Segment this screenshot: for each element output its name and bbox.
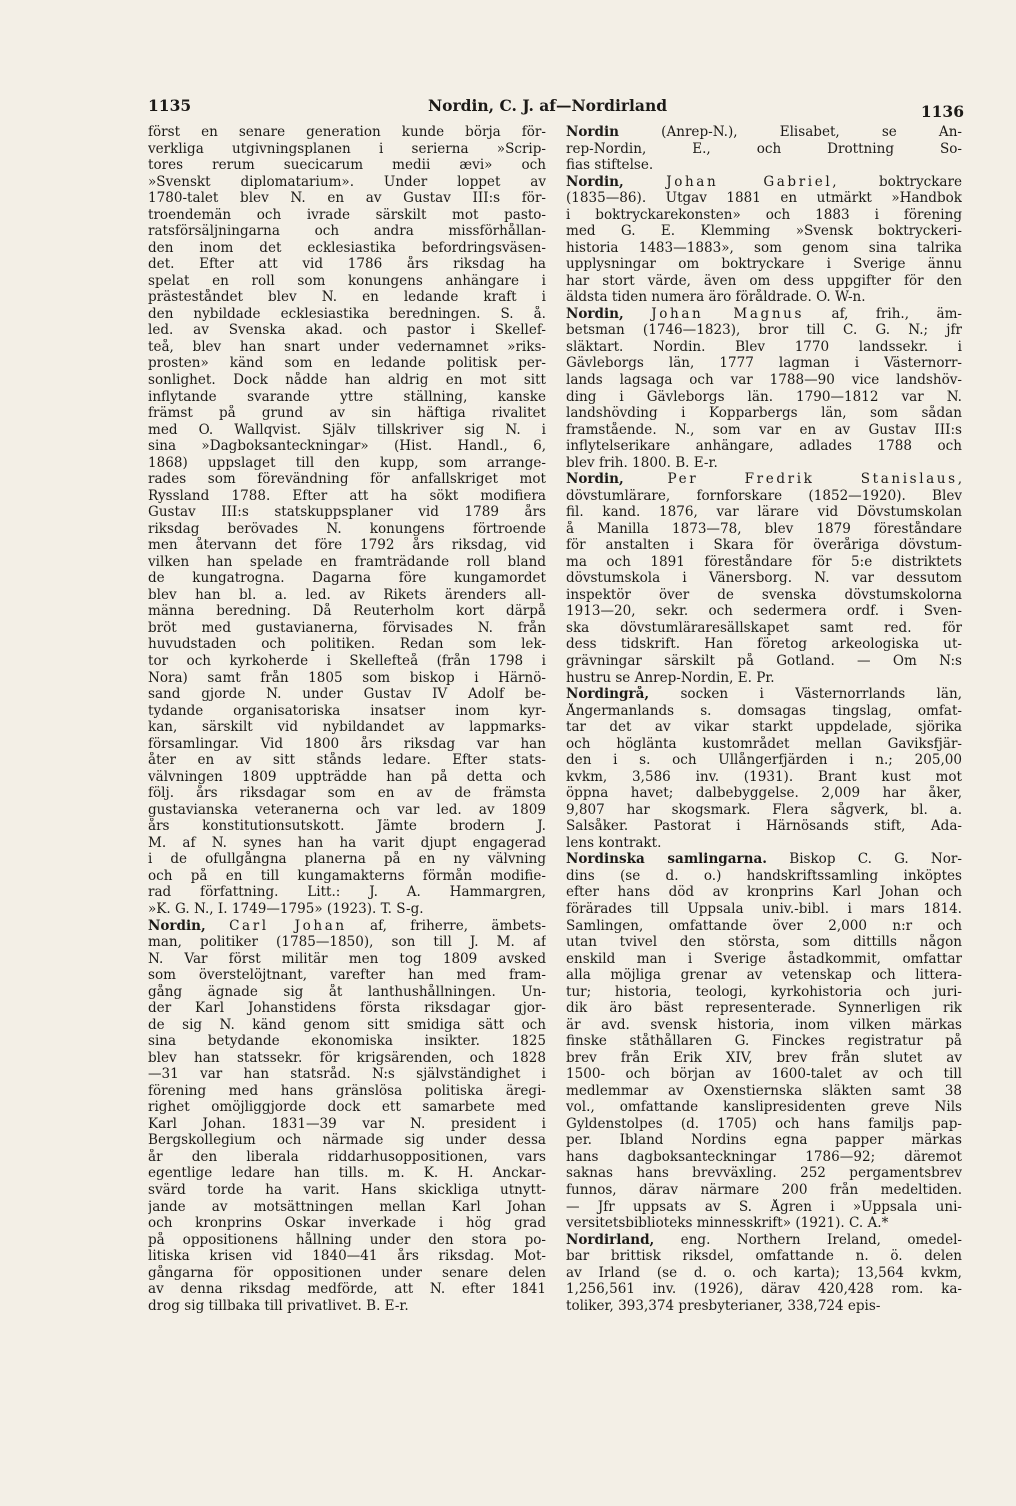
text-line: är avd. svensk historia, inom vilken märkas — [566, 1016, 962, 1033]
text-line: och på en till kungamakterns förmån modifie- — [148, 867, 546, 884]
entry-headword: Nordin, — [566, 305, 624, 322]
text-line: saknas hans brevväxling. 252 pergamentsbrev — [566, 1165, 962, 1182]
text-line: sonlighet. Dock nådde han aldrig en mot sitt — [148, 371, 546, 388]
text-line: der Karl Johanstidens första riksdagar gjor- — [148, 1000, 546, 1017]
text-line: utan tvivel den största, som dittills någon — [566, 934, 962, 951]
spaced-name: Johan Magnus — [651, 305, 805, 322]
text-line: har stort värde, även om dess uppgifter för den — [566, 272, 962, 289]
text-line: följ. års riksdagar som en av de främsta — [148, 785, 546, 802]
text-line: dik äro bäst representerade. Synnerligen rik — [566, 1000, 962, 1017]
text-line: på oppositionens hållning under den stora po- — [148, 1231, 546, 1248]
text-line: tydande organisatoriska insatser inom kyr- — [148, 702, 546, 719]
text-line: Bergskollegium och närmade sig under dessa — [148, 1132, 546, 1149]
text-line: svärd torde ha varit. Hans skickliga utnytt- — [148, 1182, 546, 1198]
text-line: inspektör över de svenska dövstumskolorna — [566, 586, 962, 603]
text-line: man, politiker (1785—1850), son till J. M. af — [148, 934, 546, 951]
text-line: gustavianska veteranerna och var led. av 1809 — [148, 801, 546, 818]
text-line: rep-Nordin, E., och Drottning So- — [566, 140, 962, 157]
text-line: 1,256,561 inv. (1926), därav 420,428 rom. ka- — [566, 1281, 962, 1298]
entry-headword: Nordirland, — [566, 1231, 655, 1248]
text-line: inflytande svarande yttre ställning, kanske — [148, 388, 546, 405]
text-line: års konstitutionsutskott. Jämte brodern J. — [148, 818, 546, 835]
text-line: Nordin, Per Fredrik Stanislaus, — [566, 471, 962, 488]
text-line: kvkm, 3,586 inv. (1931). Brant kust mot — [566, 768, 962, 785]
left-column — [148, 124, 546, 1314]
text-line: och höglänta kustområdet mellan Gaviksfjär- — [566, 735, 962, 752]
text-line: åter en av sitt stånds ledare. Efter stats- — [148, 752, 546, 769]
text-line: gång ägnade sig åt lanthushållningen. Un- — [148, 983, 546, 1000]
text-line: blev han bl. a. led. av Rikets ärenders all- — [148, 586, 546, 603]
right-column — [566, 124, 962, 1314]
text-line: öppna havet; dalbebyggelse. 2,009 har åker, — [566, 785, 962, 802]
spaced-name: Per Fredrik Stanislaus — [667, 471, 958, 488]
text-line: släktart. Nordin. Blev 1770 landssekr. i — [566, 338, 962, 355]
entry-headword: Nordin, — [148, 917, 206, 934]
text-line: i boktryckarekonsten» och 1883 i förening — [566, 206, 962, 223]
text-line: den i s. och Ullångerfjärden i n.; 205,00 — [566, 752, 962, 769]
left-page-number: 1135 — [148, 96, 192, 115]
text-line: sina betydande ekonomiska insikter. 1825 — [148, 1033, 546, 1050]
text-line: äldsta tiden numera äro föråldrade. O. W-n. — [566, 289, 866, 306]
text-line: Gustav III:s statskuppsplaner vid 1789 års — [148, 504, 546, 521]
text-line: lens kontrakt. — [566, 834, 662, 851]
text-line: lands lagsaga och var 1788—90 vice landshöv- — [566, 371, 962, 388]
text-line: med O. Wallqvist. Själv tillskriver sig N. i — [148, 421, 546, 438]
text-line: verkliga utgivningsplanen i serierna »Scrip- — [148, 140, 546, 157]
text-line: righet omöjliggjorde dock ett samarbete med — [148, 1099, 546, 1116]
text-line: 1500- och början av 1600-talet av och till — [566, 1066, 962, 1083]
text-line: Nora) samt från 1805 som biskop i Härnö- — [148, 669, 546, 686]
text-line: Ryssland 1788. Efter att ha sökt modifiera — [148, 487, 546, 504]
text-line: dövstumlärare, fornforskare (1852—1920). Blev — [566, 487, 962, 504]
text-line: funnos, därav närmare 200 från medeltiden. — [566, 1182, 962, 1198]
text-line: blev frih. 1800. B. E-r. — [566, 454, 718, 471]
text-line: främst på grund av sin häftiga rivalitet — [148, 405, 546, 422]
text-line: per. Ibland Nordins egna papper märkas — [566, 1132, 962, 1149]
text-line: Salsåker. Pastorat i Härnösands stift, Ada- — [566, 818, 962, 835]
text-line: Ångermanlands s. domsagas tingslag, omfat- — [566, 702, 962, 719]
text-line: rad författning. Litt.: J. A. Hammargren, — [148, 884, 546, 901]
text-line: förening med hans gränslösa politiska äregi- — [148, 1082, 546, 1099]
text-line: 1913—20, sekr. och sedermera ordf. i Sven- — [566, 603, 962, 620]
text-line: 9,807 har skogsmark. Flera sågverk, bl. a. — [566, 801, 962, 818]
text-line: av Irland (se d. o. och karta); 13,564 kvkm, — [566, 1264, 962, 1281]
text-line: M. af N. synes han ha varit djupt engagerad — [148, 834, 546, 851]
text-line: grävningar särskilt på Gotland. — Om N:s — [566, 653, 962, 669]
text-line: kan, särskilt vid nybildandet av lappmarks- — [148, 719, 546, 736]
text-line: med G. E. Klemming »Svensk boktryckeri- — [566, 223, 962, 240]
text-line: alla möjliga grenar av vetenskap och littera- — [566, 967, 962, 984]
text-line: Karl Johan. 1831—39 var N. president i — [148, 1115, 546, 1132]
text-line: (1835—86). Utgav 1881 en utmärkt »Handbok — [566, 190, 962, 207]
text-line: den inom det ecklesiastika befordringsväsen- — [148, 239, 546, 256]
text-line: Nordin (Anrep-N.), Elisabet, se An- — [566, 124, 962, 140]
text-line: i de ofullgångna planerna på en ny välvning — [148, 851, 546, 868]
text-line: år den liberala riddarhusoppositionen, vars — [148, 1148, 546, 1165]
spaced-name: Carl Johan — [229, 917, 347, 934]
text-line: finske ståthållaren G. Finckes registratur på — [566, 1033, 962, 1050]
text-line: tor och kyrkoherde i Skellefteå (från 1798 i — [148, 653, 546, 669]
text-line: Nordin, Carl Johan af, friherre, ämbets- — [148, 917, 546, 934]
entry-headword: Nordin — [566, 124, 620, 140]
text-line: riksdag berövades N. konungens förtroende — [148, 520, 546, 537]
text-line: å Manilla 1873—78, blev 1879 föreståndare — [566, 520, 962, 537]
text-line: egentlige ledare han tills. m. K. H. Anckar- — [148, 1165, 546, 1182]
text-line: inflytelserikare anhängare, adlades 1788 och — [566, 438, 962, 455]
text-line: Samlingen, omfattande över 2,000 n:r och — [566, 917, 962, 934]
text-line: Nordingrå, socken i Västernorrlands län, — [566, 686, 962, 703]
text-line: av denna riksdag medförde, att N. efter 1841 — [148, 1281, 546, 1298]
text-line: ma och 1891 föreståndare för 5:e distriktets — [566, 553, 962, 570]
entry-headword: Nordingrå, — [566, 686, 650, 703]
text-line: församlingar. Vid 1800 års riksdag var han — [148, 735, 546, 752]
text-line: versitetsbiblioteks minnesskrift» (1921). C. A.* — [566, 1215, 889, 1232]
text-line: Gyldenstolpes (d. 1705) och hans familjs pap- — [566, 1115, 962, 1132]
text-line: teå, blev han snart under vedernamnet »riks- — [148, 338, 546, 355]
text-line: »Svenskt diplomatarium». Under loppet av — [148, 173, 546, 190]
text-line: blev han statssekr. för krigsärenden, och 1828 — [148, 1049, 546, 1066]
text-line: de sig N. känd genom sitt smidiga sätt och — [148, 1016, 546, 1033]
text-line: prosten» känd som en ledande politisk per- — [148, 355, 546, 372]
text-line: ska dövstumläraresällskapet samt red. för — [566, 619, 962, 636]
entry-headword: Nordinska samlingarna. — [566, 851, 768, 868]
text-line: litiska krisen vid 1840—41 års riksdag. Mot- — [148, 1248, 546, 1265]
text-line: bar brittisk riksdel, omfattande n. ö. delen — [566, 1248, 962, 1265]
entry-headword: Nordin, — [566, 471, 624, 488]
text-line: betsman (1746—1823), bror till C. G. N.; jfr — [566, 322, 962, 339]
text-line: led. av Svenska akad. och pastor i Skellef- — [148, 322, 546, 339]
running-title: Nordin, C. J. af—Nordirland — [428, 96, 668, 115]
text-line: den nybildade ecklesiastika beredningen. S. å. — [148, 305, 546, 322]
text-line: ding i Gävleborgs län. 1790—1812 var N. — [566, 388, 962, 405]
text-line: rades som förevändning för anfallskriget mot — [148, 471, 546, 488]
text-line: männa beredning. Då Reuterholm kort därpå — [148, 603, 546, 620]
text-line: historia 1483—1883», som genom sina talrika — [566, 239, 962, 256]
text-line: som överstelöjtnant, varefter han med fram- — [148, 967, 546, 984]
spaced-name: Johan Gabriel — [666, 173, 833, 190]
text-line: huvudstaden och politiken. Redan som lek- — [148, 636, 546, 653]
text-line: Nordirland, eng. Northern Ireland, omedel- — [566, 1231, 962, 1248]
text-line: dövstumskola i Vänersborg. N. var dessutom — [566, 570, 962, 587]
entry-headword: Nordin, — [566, 173, 624, 190]
text-line: de kungatrogna. Dagarna före kungamordet — [148, 570, 546, 587]
text-line: dins (se d. o.) handskriftssamling inköptes — [566, 867, 962, 884]
text-line: fias stiftelse. — [566, 157, 654, 174]
text-line: landshövding i Kopparbergs län, som sådan — [566, 405, 962, 422]
text-line: toliker, 393,374 presbyterianer, 338,724 epis- — [566, 1297, 881, 1314]
text-line: Nordinska samlingarna. Biskop C. G. Nor- — [566, 851, 962, 868]
text-line: och kronprins Oskar inverkade i hög grad — [148, 1215, 546, 1232]
text-line: bröt med gustavianerna, förvisades N. från — [148, 619, 546, 636]
text-line: det. Efter att vid 1786 års riksdag ha — [148, 256, 546, 273]
text-line: först en senare generation kunde börja för- — [148, 124, 546, 140]
text-line: tur; historia, teologi, kyrkohistoria och juri- — [566, 983, 962, 1000]
text-line: framstående. N., som var en av Gustav III:s — [566, 421, 962, 438]
text-line: tores rerum suecicarum medii ævi» och — [148, 157, 546, 174]
text-line: spelat en roll som konungens anhängare i — [148, 272, 546, 289]
text-line: efter hans död av kronprins Karl Johan och — [566, 884, 962, 901]
text-line: hans dagboksanteckningar 1786—92; däremot — [566, 1148, 962, 1165]
text-line: men återvann det före 1792 års riksdag, vid — [148, 537, 546, 554]
text-line: dess tidskrift. Han företog arkeologiska ut- — [566, 636, 962, 653]
text-line: troendemän och ivrade särskilt mot pasto- — [148, 206, 546, 223]
text-line: medlemmar av Oxenstiernska släkten samt 38 — [566, 1082, 962, 1099]
text-line: jande av motsättningen mellan Karl Johan — [148, 1198, 546, 1215]
text-line: enskild man i Sverige åstadkommit, omfattar — [566, 950, 962, 967]
text-line: sina »Dagboksanteckningar» (Hist. Handl., 6, — [148, 438, 546, 455]
text-line: upplysningar om boktryckare i Sverige ännu — [566, 256, 962, 273]
text-line: 1780-talet blev N. en av Gustav III:s för- — [148, 190, 546, 207]
text-line: sand gjorde N. under Gustav IV Adolf be- — [148, 686, 546, 703]
text-line: »K. G. N., I. 1749—1795» (1923). T. S-g. — [148, 900, 424, 917]
text-line: hustru se Anrep-Nordin, E. Pr. — [566, 669, 775, 686]
text-line: Nordin, Johan Gabriel, boktryckare — [566, 173, 962, 190]
text-line: ratsförsäljningarna och andra missförhållan- — [148, 223, 546, 240]
text-line: N. Var först militär men tog 1809 avsked — [148, 950, 546, 967]
text-line: vilken han spelade en framträdande roll bland — [148, 553, 546, 570]
text-line: välvningen 1809 uppträdde han på detta och — [148, 768, 546, 785]
text-line: — Jfr uppsats av S. Ågren i »Uppsala uni- — [566, 1198, 962, 1215]
text-line: Gävleborgs län, 1777 lagman i Västernorr- — [566, 355, 962, 372]
text-line: prästeståndet blev N. en ledande kraft i — [148, 289, 546, 306]
running-header — [148, 96, 964, 120]
text-line: drog sig tillbaka till privatlivet. B. E-r. — [148, 1297, 409, 1314]
text-line: —31 var han statsråd. N:s självständighet i — [148, 1066, 546, 1083]
text-line: för anstalten i Skara för överåriga dövstum- — [566, 537, 962, 554]
text-line: gångarna för oppositionen under senare delen — [148, 1264, 546, 1281]
text-line: tar det av vikar starkt uppdelade, sjörika — [566, 719, 962, 736]
text-line: fil. kand. 1876, var lärare vid Dövstumskolan — [566, 504, 962, 521]
text-line: brev från Erik XIV, brev från slutet av — [566, 1049, 962, 1066]
text-line: 1868) uppslaget till den kupp, som arrange- — [148, 454, 546, 471]
text-line: Nordin, Johan Magnus af, frih., äm- — [566, 305, 962, 322]
text-line: vol., omfattande kanslipresidenten greve Nils — [566, 1099, 962, 1116]
text-line: förärades till Uppsala univ.-bibl. i mars 1814. — [566, 900, 962, 917]
right-page-number: 1136 — [920, 102, 964, 121]
